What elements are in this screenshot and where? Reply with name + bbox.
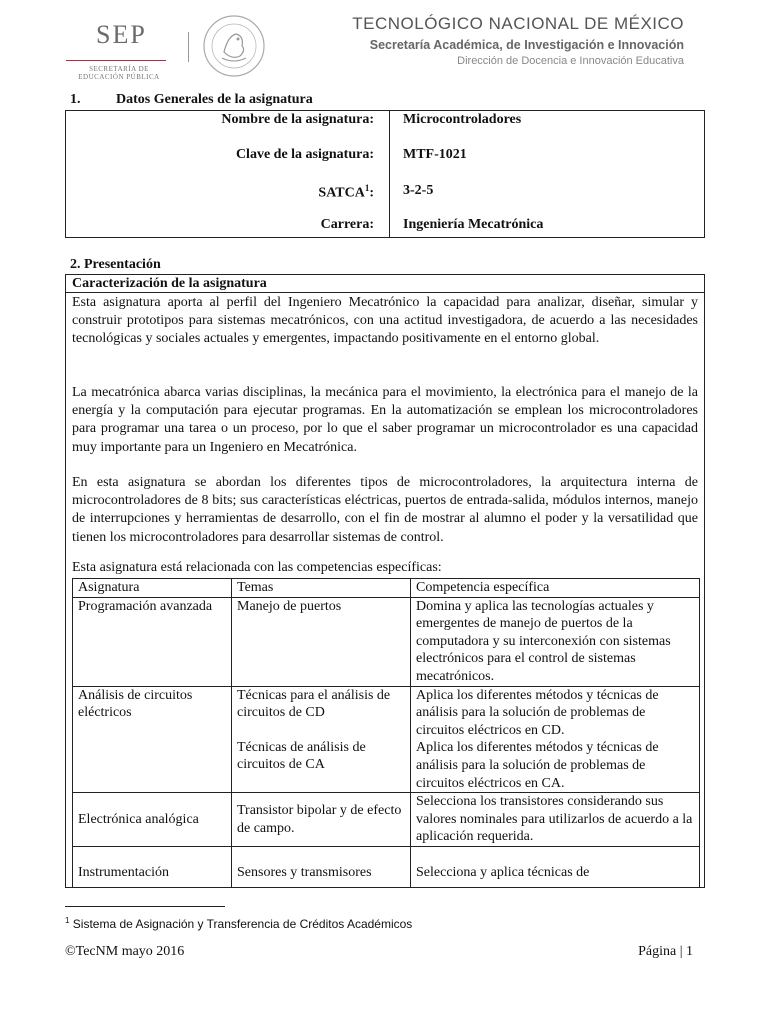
table-cell: Selecciona y aplica técnicas de [411, 846, 700, 888]
section1-number: 1. [70, 92, 81, 107]
table-row [73, 597, 700, 686]
satca-footnote-ref: 1 [364, 183, 370, 193]
table-cell: Instrumentación [73, 846, 232, 888]
table-cell [232, 686, 411, 793]
table-header: Asignatura [73, 579, 232, 598]
general-data-table [65, 110, 705, 238]
characterization-title: Caracterización de la asignatura [66, 275, 704, 293]
footnote-number: 1 [65, 916, 70, 925]
footnote-rule [65, 906, 225, 907]
topic-text: Técnicas de análisis de circuitos de CA [237, 739, 366, 773]
secretariat-name: Secretaría Académica, de Investigación e Innovación [369, 38, 684, 52]
general-label: Clave de la asignatura: [235, 147, 374, 162]
footnote-text: Sistema de Asignación y Transferencia de Créditos Académicos [72, 917, 413, 931]
table-cell: Análisis de circuitos eléctricos [73, 686, 232, 793]
general-label: Nombre de la asignatura: [221, 112, 374, 127]
institution-name: TECNOLÓGICO NACIONAL DE MÉXICO [352, 14, 684, 33]
general-label-satca [74, 183, 374, 202]
sep-logo-subtitle: SECRETARÍA DE EDUCACIÓN PÚBLICA [78, 65, 160, 81]
section2-title: 2. Presentación [70, 257, 161, 272]
table-row [73, 686, 700, 793]
competency-text: Aplica los diferentes métodos y técnicas de análisis para la solución de problemas de circuitos eléctricos en CD. [416, 687, 659, 738]
competencies-table [72, 578, 700, 888]
table-cell: Domina y aplica las tecnologías actuales y emergentes de manejo de puertos de la computadora y su interconexión con sistemas electrónicos para el control de sistemas mecatrónicos. [411, 597, 700, 686]
paragraph: Esta asignatura está relacionada con las competencias específicas: [72, 560, 442, 575]
table-cell: Sensores y transmisores [232, 846, 411, 888]
general-value: MTF-1021 [403, 147, 467, 162]
satca-label: SATCA [318, 185, 365, 201]
general-value: Ingeniería Mecatrónica [403, 217, 544, 232]
direction-name: Dirección de Docencia e Innovación Educativa [457, 55, 684, 67]
paragraph: Esta asignatura aporta al perfil del Ingeniero Mecatrónico la capacidad para analizar, diseñar, simular y construir prototipos para sistemas mecatrónicos, con una actitud investigadora, de acuerdo a las necesidades tecnológicas y sociales actuales y emergentes, impactando positivamente en el entorno global. [72, 295, 698, 347]
footer-copyright: ©TecNM mayo 2016 [65, 944, 185, 959]
table-header: Competencia específica [411, 579, 700, 598]
general-value: 3-2-5 [403, 183, 434, 198]
page-number: Página | 1 [638, 944, 693, 959]
sep-logo-rule [66, 60, 166, 61]
table-cell: Selecciona los transistores considerando sus valores nominales para utilizarlos de acuerdo a la aplicación requerida. [411, 793, 700, 847]
table-cell: Transistor bipolar y de efecto de campo. [232, 793, 411, 847]
spacer [237, 722, 405, 739]
table-cell [411, 686, 700, 793]
characterization-box [65, 274, 705, 888]
satca-colon: : [369, 185, 374, 201]
general-label: Carrera: [320, 217, 374, 232]
sep-logo-text: SEP [96, 20, 147, 49]
competency-text: Aplica los diferentes métodos y técnicas de análisis para la solución de problemas de circuitos eléctricos en CA. [416, 740, 659, 791]
table-row [73, 793, 700, 847]
general-data-divider [389, 111, 390, 237]
table-header: Temas [232, 579, 411, 598]
section1-title: Datos Generales de la asignatura [116, 92, 313, 107]
table-cell: Programación avanzada [73, 597, 232, 686]
mexico-seal-icon [202, 14, 266, 78]
header-divider [188, 32, 189, 62]
sep-logo [62, 20, 177, 81]
paragraph: En esta asignatura se abordan los diferentes tipos de microcontroladores, la arquitectura interna de microcontroladores de 8 bits; sus características eléctricas, puertos de entrada-salida, módulos internos, manejo de interrupciones y herramientas de desarrollo, con el fin de mostrar al alumno el poder y la versatilidad que tienen los microcontroladores para desarrollar sistemas de control. [72, 475, 698, 545]
table-row [73, 846, 700, 888]
footnote [65, 916, 412, 931]
table-cell: Electrónica analógica [73, 793, 232, 847]
table-header-row [73, 579, 700, 598]
general-value: Microcontroladores [403, 112, 522, 127]
paragraph: La mecatrónica abarca varias disciplinas, la mecánica para el movimiento, la electrónica para el manejo de la energía y la computación para ejecutar programas. En la automatización se emplean los microcontroladores para programar una tarea o un proceso, por lo que el saber programar un microcontrolador es una capacidad muy importante para un Ingeniero en Mecatrónica. [72, 385, 698, 455]
table-cell: Manejo de puertos [232, 597, 411, 686]
topic-text: Técnicas para el análisis de circuitos de CD [237, 687, 391, 721]
